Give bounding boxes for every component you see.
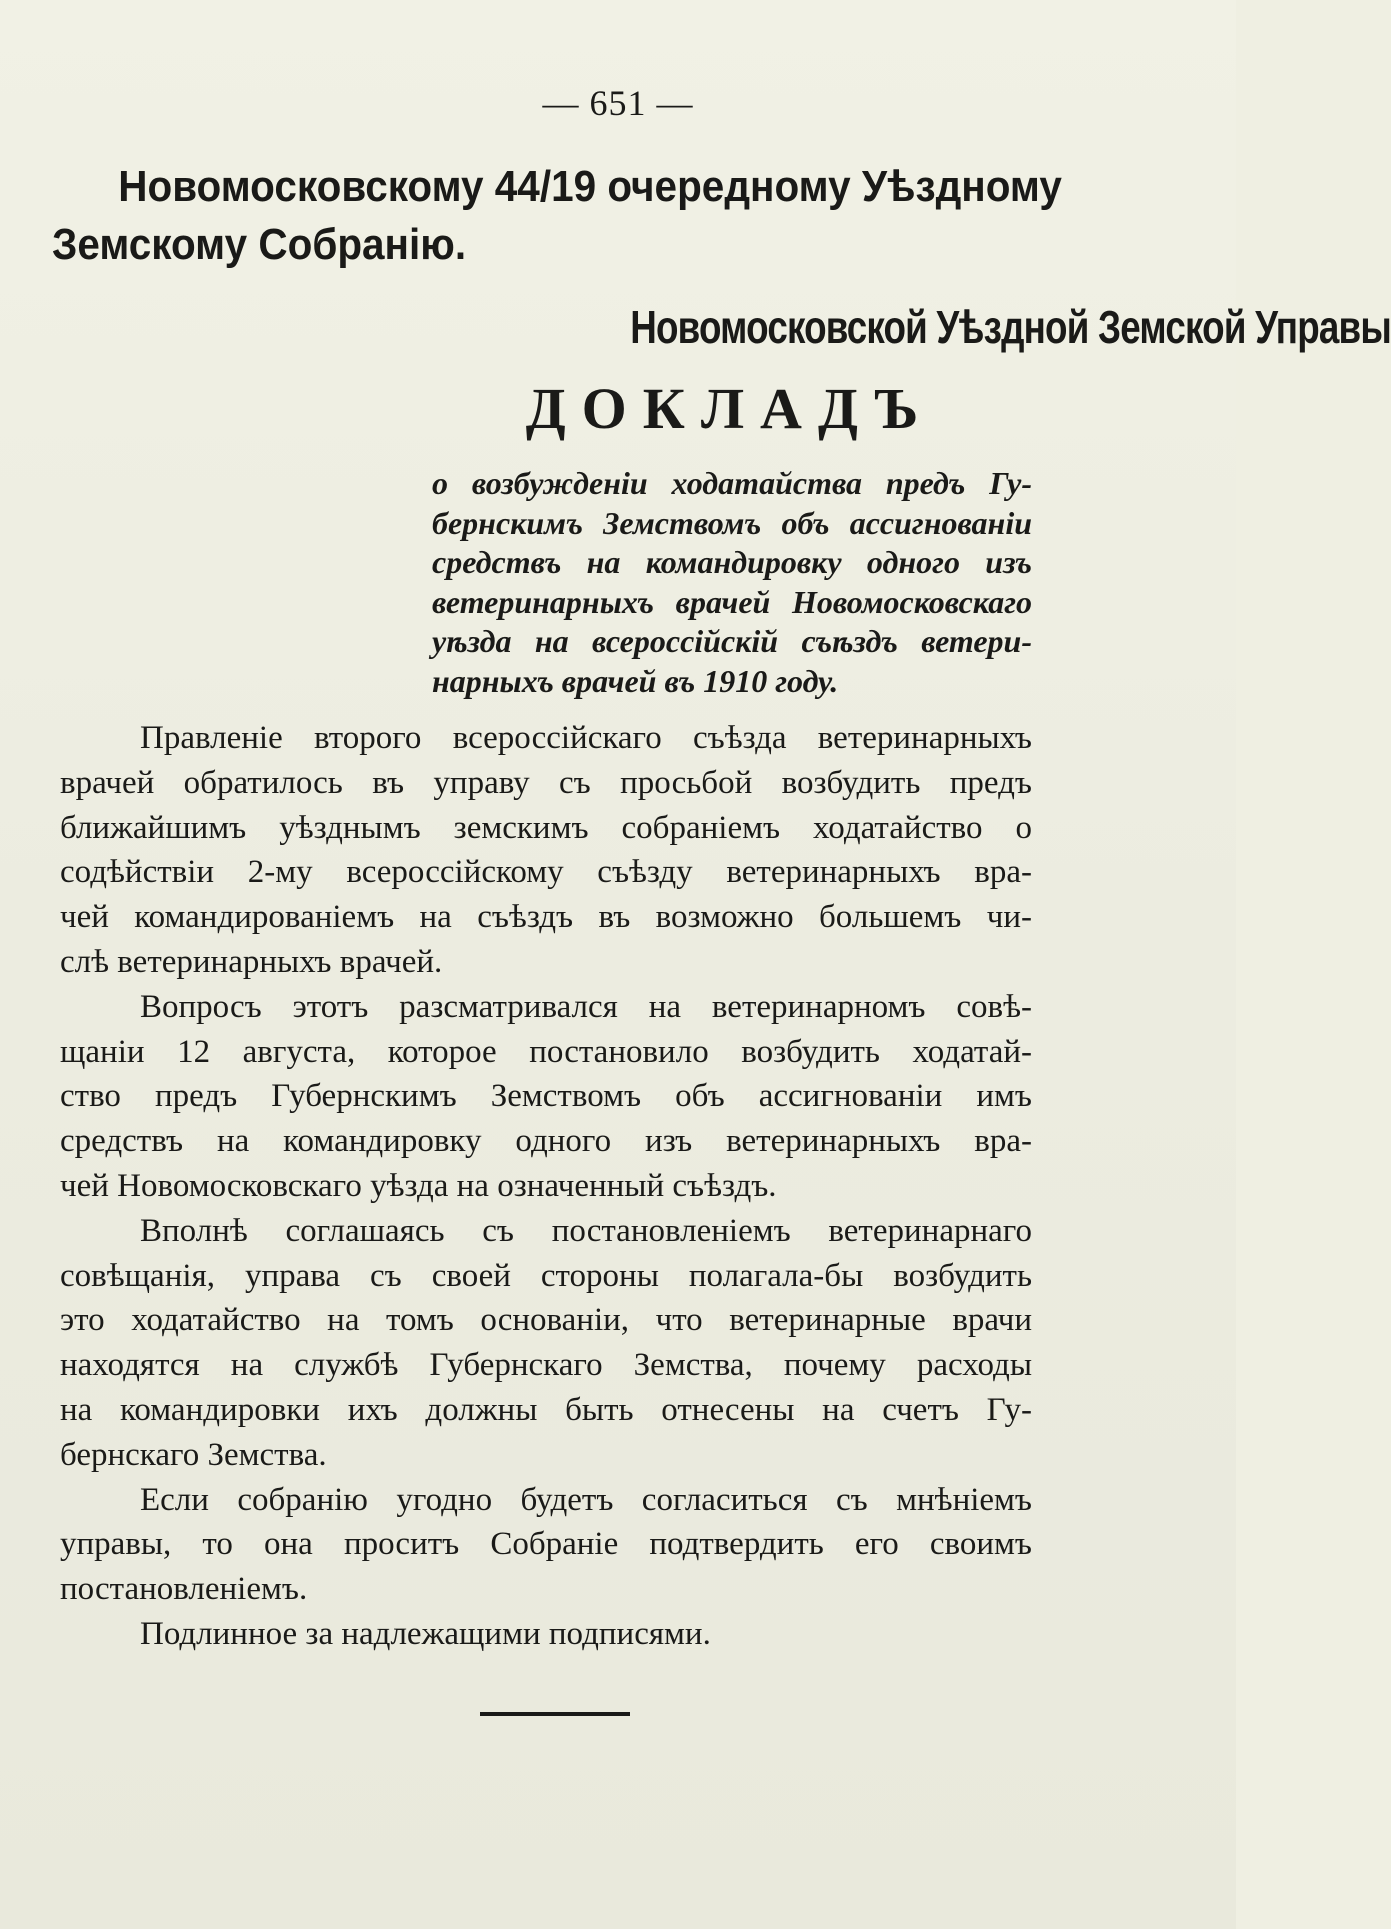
body-line: совѣщанія, управа съ своей стороны полагала-бы возбудить bbox=[60, 1257, 1032, 1294]
body-line: чей Новомосковскаго уѣзда на означенный съѣздъ. bbox=[60, 1167, 777, 1204]
paragraph-2 bbox=[60, 985, 1032, 1209]
subject-line: средствъ на командировку одного изъ bbox=[432, 544, 1032, 580]
body-line: содѣйствіи 2-му всероссійскому съѣзду ветеринарныхъ вра- bbox=[60, 854, 1032, 891]
body-line: управы, то она проситъ Собраніе подтвердить его своимъ bbox=[60, 1526, 1032, 1563]
body-line: Вопросъ этотъ разсматривался на ветеринарномъ совѣ- bbox=[140, 988, 1032, 1025]
body-line: слѣ ветеринарныхъ врачей. bbox=[60, 943, 443, 980]
paragraph-3 bbox=[60, 1209, 1032, 1478]
body-line: Вполнѣ соглашаясь съ постановленіемъ ветеринарнаго bbox=[140, 1212, 1032, 1249]
subject-line: нарныхъ врачей въ 1910 году. bbox=[432, 662, 839, 699]
closing-rule bbox=[480, 1712, 630, 1716]
paragraph-4 bbox=[60, 1478, 1032, 1612]
body-line: на командировки ихъ должны быть отнесены на счетъ Гу- bbox=[60, 1391, 1032, 1428]
body-line: находятся на службѣ Губернскаго Земства, почему расходы bbox=[60, 1347, 1032, 1384]
report-body bbox=[60, 716, 1032, 1657]
body-line: средствъ на командировку одного изъ ветеринарныхъ вра- bbox=[60, 1123, 1032, 1160]
addressee-heading bbox=[52, 158, 1062, 274]
body-line: врачей обратилось въ управу съ просьбой возбудить предъ bbox=[60, 764, 1032, 801]
body-line: Подлинное за надлежащими подписями. bbox=[140, 1615, 711, 1652]
addressee-line-1: Новомосковскому 44/19 очередному Уѣздному bbox=[118, 162, 1062, 211]
body-line: Если собранію угодно будетъ согласиться съ мнѣніемъ bbox=[140, 1481, 1032, 1518]
board-heading bbox=[440, 300, 1391, 354]
subject-line: ветеринарныхъ врачей Новомосковскаго bbox=[432, 583, 1032, 620]
paragraph-1 bbox=[60, 716, 1032, 985]
subject-line: бернскимъ Земствомъ объ ассигнованіи bbox=[432, 504, 1032, 541]
document-title: ДОКЛАДЪ bbox=[525, 376, 935, 441]
body-line: это ходатайство на томъ основаніи, что ветеринарные врачи bbox=[60, 1302, 1032, 1339]
body-line: чей командированіемъ на съѣздъ въ возможно большемъ чи- bbox=[60, 899, 1032, 936]
board-heading-text: Новомосковской Уѣздной Земской Управы bbox=[630, 301, 1391, 353]
subject-line: о возбужденіи ходатайства предъ Гу- bbox=[432, 465, 1032, 501]
body-line: бернскаго Земства. bbox=[60, 1436, 327, 1473]
body-line: постановленіемъ. bbox=[60, 1571, 308, 1608]
page-number: — 651 — bbox=[542, 83, 694, 123]
body-line: ство предъ Губернскимъ Земствомъ объ ассигнованіи имъ bbox=[60, 1078, 1032, 1115]
subject-line: уѣзда на всероссійскій съѣздъ ветери- bbox=[432, 623, 1032, 659]
report-subject bbox=[432, 464, 1032, 701]
body-line: щаніи 12 августа, которое постановило возбудить ходатай- bbox=[60, 1033, 1032, 1070]
body-line: ближайшимъ уѣзднымъ земскимъ собраніемъ ходатайство о bbox=[60, 809, 1032, 846]
addressee-line-2: Земскому Собранію. bbox=[52, 220, 467, 269]
paragraph-5 bbox=[60, 1612, 1032, 1657]
body-line: Правленіе второго всероссійскаго съѣзда ветеринарныхъ bbox=[140, 720, 1032, 756]
